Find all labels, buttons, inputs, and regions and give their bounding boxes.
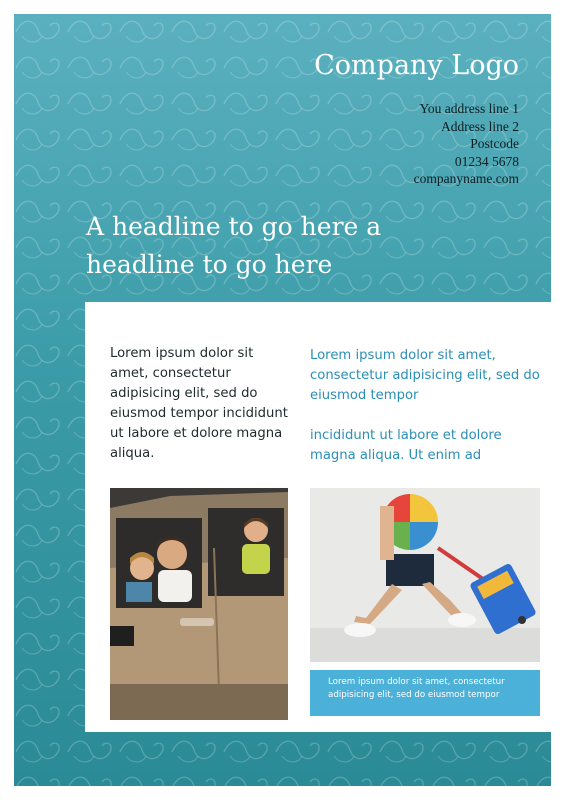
website: companyname.com — [413, 171, 519, 186]
headline: A headline to go here a headline to go here — [86, 212, 382, 279]
right-paragraph-2: incididunt ut labore et dolore magna aliqua. Ut enim ad — [310, 428, 502, 463]
right-column-text — [310, 346, 545, 486]
caption-box: Lorem ipsum dolor sit amet, consectetur adipisicing elit, sed do eiusmod tempor — [310, 670, 540, 716]
flyer-page — [14, 14, 551, 786]
address-line-2: Address line 2 — [441, 118, 519, 134]
postcode: Postcode — [470, 136, 519, 151]
phone-number: 01234 5678 — [454, 153, 519, 169]
family-car-photo — [110, 488, 288, 720]
beach-ball-child-photo — [310, 488, 540, 662]
left-column-text: Lorem ipsum dolor sit amet, consectetur adipisicing elit, sed do eiusmod tempor incididunt ut labore et dolore magna aliqua. — [110, 346, 288, 461]
company-logo: Company Logo — [314, 50, 519, 81]
right-paragraph-1: Lorem ipsum dolor sit amet, consectetur adipisicing elit, sed do eiusmod tempor — [310, 348, 540, 403]
address-block — [414, 100, 519, 188]
content-panel — [85, 302, 551, 732]
address-line-1: You address line 1 — [419, 101, 519, 116]
